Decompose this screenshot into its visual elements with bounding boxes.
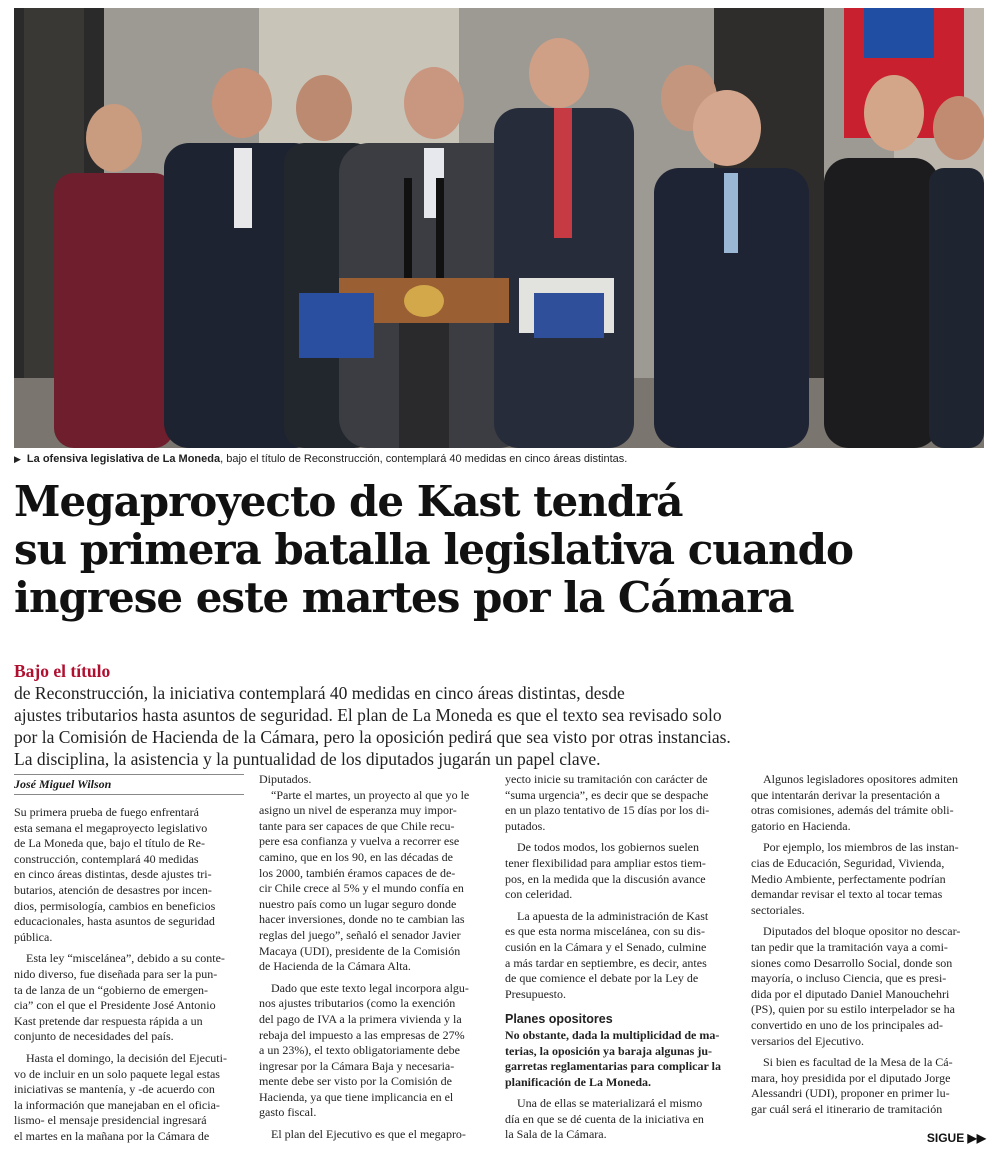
body-line: terias, la oposición ya baraja algunas ju- bbox=[505, 1043, 713, 1058]
body-line: de La Moneda que, bajo el título de Re- bbox=[14, 836, 205, 851]
body-line: Macaya (UDI), presidente de la Comisión bbox=[259, 943, 461, 958]
body-line: yecto inicie su tramitación con carácter de bbox=[505, 772, 708, 786]
body-line: ingresar por la Cámara Baja y necesaria- bbox=[259, 1058, 455, 1073]
headline bbox=[14, 478, 984, 622]
body-line: en cinco áreas distintas, desde ajustes tri- bbox=[14, 867, 212, 882]
lead-line: La disciplina, la asistencia y la puntualidad de los diputados jugarán un papel clave. bbox=[14, 749, 601, 769]
body-line: (PS), quien por su estilo interpelador se ha bbox=[751, 1002, 955, 1017]
caption-bold: La ofensiva legislativa de La Moneda bbox=[26, 453, 221, 465]
body-line: Diputados. bbox=[259, 772, 312, 786]
body-line: La apuesta de la administración de Kast bbox=[517, 908, 709, 923]
body-line: mara, hoy presidida por el diputado Jorge bbox=[751, 1070, 951, 1085]
body-line: garretas reglamentarias para complicar la bbox=[505, 1059, 721, 1074]
body-line: mente debe ser visto por la Comisión de bbox=[259, 1074, 452, 1089]
body-line: el martes en la mañana por la Cámara de bbox=[14, 1128, 210, 1143]
body-line: asigno un nivel de esperanza muy impor- bbox=[259, 803, 457, 818]
lead-line bbox=[14, 660, 989, 704]
body-line: educacionales, hasta asuntos de seguridad bbox=[14, 914, 215, 929]
headline-line: Megaproyecto de Kast tendrá bbox=[14, 477, 683, 526]
body-line: Medio Ambiente, perfectamente podrían bbox=[751, 871, 946, 886]
body-line: pos, en la medida que la discusión avance bbox=[505, 871, 706, 886]
body-line: a un 23%), el texto obligatoriamente debe bbox=[259, 1043, 460, 1058]
body-line: hacer inversiones, donde no te cambian las bbox=[259, 912, 465, 927]
body-line: Si bien es facultad de la Mesa de la Cá- bbox=[763, 1055, 953, 1070]
body-line: reglas del juego”, señaló el senador Javier bbox=[259, 927, 461, 942]
body-line: cir Chile crece al 5% y el mundo confía en bbox=[259, 881, 464, 896]
body-line: putados. bbox=[505, 818, 546, 833]
press-conference-photo bbox=[14, 8, 984, 448]
lead-paragraph bbox=[14, 660, 989, 770]
body-line: tener flexibilidad para ampliar estos tiem- bbox=[505, 855, 706, 870]
body-line: construcción, contemplará 40 medidas bbox=[14, 851, 199, 866]
body-line: siones como Desarrollo Social, donde son bbox=[751, 955, 953, 970]
body-line: gasto fiscal. bbox=[259, 1105, 317, 1120]
body-line: cusión en la Cámara y el Senado, culmine bbox=[505, 939, 707, 954]
body-line: Kast pretende dar respuesta rápida a un bbox=[14, 1013, 203, 1028]
caption-text: , bajo el título de Reconstrucción, contemplará 40 medidas en cinco áreas distintas. bbox=[220, 453, 628, 465]
body-line: de Hacienda de la Cámara Alta. bbox=[259, 959, 411, 974]
body-line: butarios, atención de desastres por incen- bbox=[14, 882, 212, 897]
body-line: Presupuesto. bbox=[505, 986, 566, 1001]
body-line: demandar revisar el texto al tocar temas bbox=[751, 887, 943, 902]
body-line: en un plazo tentativo de 15 días por los di- bbox=[505, 803, 710, 818]
body-line: la información que manejaban en el oficia- bbox=[14, 1097, 220, 1112]
body-line: con celeridad. bbox=[505, 887, 573, 902]
lead-line: por la Comisión de Hacienda de la Cámara, pero la oposición pedirá que sea visto por otras instancias. bbox=[14, 727, 731, 747]
body-line: “suma urgencia”, es decir que se despache bbox=[505, 787, 709, 802]
body-line: nos ajustes tributarios (como la exención bbox=[259, 996, 456, 1011]
body-line: que intentarán derivar la presentación a bbox=[751, 787, 940, 802]
body-column-1 bbox=[14, 805, 246, 1144]
body-line: la Sala de la Cámara. bbox=[505, 1127, 607, 1142]
body-column-4 bbox=[751, 772, 983, 1117]
headline-line: su primera batalla legislativa cuando bbox=[14, 525, 853, 574]
body-line: mayoría, o incluso Ciencia, que es presi- bbox=[751, 971, 947, 986]
body-line: gatorio en Hacienda. bbox=[751, 818, 851, 833]
body-line: Por ejemplo, los miembros de las instan- bbox=[763, 840, 959, 855]
photo-caption bbox=[14, 453, 984, 465]
body-line: pere esa confianza y vuelva a recorrer ese bbox=[259, 834, 460, 849]
body-line: Diputados del bloque opositor no descar- bbox=[763, 924, 961, 939]
body-line: convertido en uno de los principales ad- bbox=[751, 1017, 943, 1032]
body-line: Su primera prueba de fuego enfrentará bbox=[14, 805, 199, 819]
lead-line-text: de Reconstrucción, la iniciativa contemplará 40 medidas en cinco áreas distintas, desde bbox=[14, 683, 625, 703]
body-line: El plan del Ejecutivo es que el megapro- bbox=[271, 1127, 466, 1142]
body-column-3 bbox=[505, 772, 737, 1143]
byline: José Miguel Wilson bbox=[14, 777, 112, 791]
body-line: de que comience el debate por la Ley de bbox=[505, 971, 699, 986]
body-line: Una de ellas se materializará el mismo bbox=[517, 1096, 703, 1111]
body-line: dida por el diputado Daniel Manouchehri bbox=[751, 986, 950, 1001]
body-line: planificación de La Moneda. bbox=[505, 1074, 652, 1089]
body-line: lismo- el mensaje presidencial ingresará bbox=[14, 1113, 207, 1128]
body-line: cias de Educación, Seguridad, Vivienda, bbox=[751, 855, 945, 870]
body-line: día en que se dé cuenta de la iniciativa en bbox=[505, 1111, 704, 1126]
continue-marker: SIGUE ▶▶ bbox=[926, 1131, 986, 1145]
body-line: gar cuál será el itinerario de tramitación bbox=[751, 1101, 943, 1116]
lead-kicker: Bajo el título bbox=[14, 661, 111, 681]
body-line: Hasta el domingo, la decisión del Ejecuti- bbox=[26, 1050, 227, 1065]
body-line: rebaja del impuesto a las empresas de 27% bbox=[259, 1027, 465, 1042]
body-line: camino, que en los 90, en las décadas de bbox=[259, 849, 453, 864]
body-line: pública. bbox=[14, 929, 53, 944]
body-line: es que esta norma miscelánea, con su dis- bbox=[505, 924, 705, 939]
body-line: esta semana el megaproyecto legislativo bbox=[14, 820, 208, 835]
byline-rule-bottom bbox=[14, 794, 244, 795]
body-line: los 2000, también éramos capaces de de- bbox=[259, 865, 456, 880]
body-line: De todos modos, los gobiernos suelen bbox=[517, 840, 699, 855]
body-line: conjunto de necesidades del país. bbox=[14, 1029, 174, 1044]
body-line: tan pedir que la tramitación vaya a comi- bbox=[751, 939, 948, 954]
lead-line: ajustes tributarios hasta asuntos de seguridad. El plan de La Moneda es que el texto sea revisado solo bbox=[14, 705, 722, 725]
body-line: nido diverso, fue diseñada para ser la pun- bbox=[14, 966, 218, 981]
body-line: Esta ley “miscelánea”, debido a su conte- bbox=[26, 951, 225, 966]
body-line: cia” con el que el Presidente José Antonio bbox=[14, 998, 216, 1013]
body-line: dios, permisología, cambios en beneficios bbox=[14, 898, 216, 913]
news-photo bbox=[14, 8, 984, 448]
body-line: otras comisiones, además del trámite obli- bbox=[751, 803, 954, 818]
body-line: tante para ser capaces de que Chile recu- bbox=[259, 818, 455, 833]
body-line: nuestro país como un lugar seguro donde bbox=[259, 896, 457, 911]
body-line: versarios del Ejecutivo. bbox=[751, 1033, 864, 1048]
body-column-2 bbox=[259, 772, 491, 1143]
caption-triangle-icon: ▶ bbox=[14, 454, 21, 464]
body-line: iniciativas se mantenía, y -de acuerdo con bbox=[14, 1082, 215, 1097]
body-line: a más tardar en septiembre, es decir, antes bbox=[505, 955, 707, 970]
byline-rule-top bbox=[14, 774, 244, 775]
body-line: Hacienda, ya que tiene implicancia en el bbox=[259, 1089, 454, 1104]
body-line: sectoriales. bbox=[751, 902, 805, 917]
body-line: Alessandri (UDI), proponer en primer lu- bbox=[751, 1086, 950, 1101]
body-line: Dado que este texto legal incorpora algu- bbox=[271, 980, 469, 995]
body-line: vo de incluir en un solo paquete legal estas bbox=[14, 1066, 220, 1081]
headline-line: ingrese este martes por la Cámara bbox=[14, 573, 794, 622]
subheading-planes-opositores: Planes opositores bbox=[505, 1012, 613, 1027]
body-line: ta de lanza de un “gobierno de emergen- bbox=[14, 982, 209, 997]
body-line: No obstante, dada la multiplicidad de ma- bbox=[505, 1027, 720, 1042]
body-line: del pago de IVA a la primera vivienda y la bbox=[259, 1011, 462, 1026]
body-line: Algunos legisladores opositores admiten bbox=[763, 772, 958, 786]
body-line: “Parte el martes, un proyecto al que yo le bbox=[271, 787, 470, 802]
